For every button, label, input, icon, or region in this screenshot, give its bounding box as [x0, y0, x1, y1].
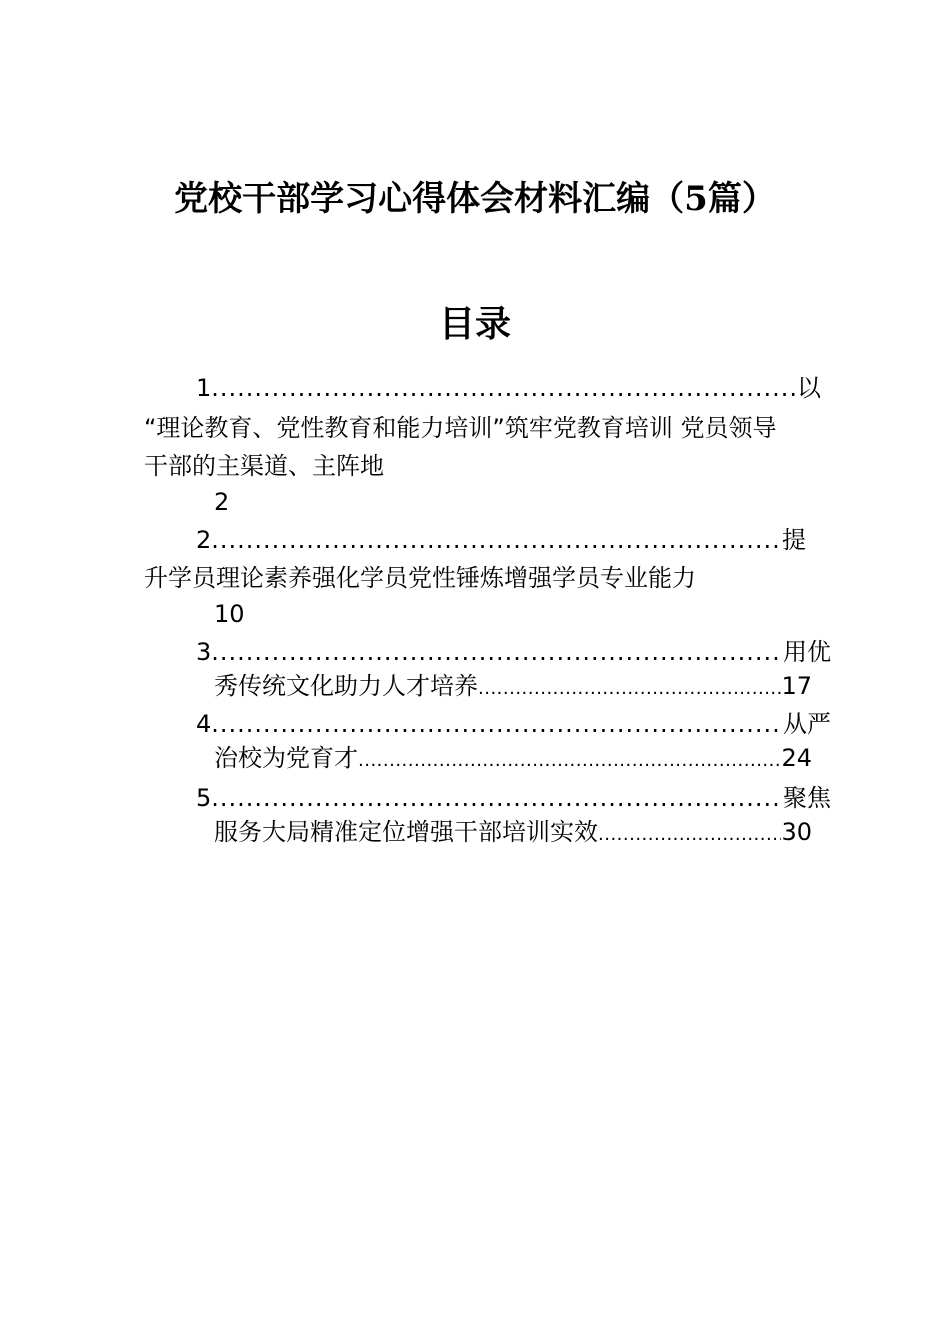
toc-entry-2-title-line[interactable]	[144, 560, 696, 596]
toc-dot-leader	[598, 817, 781, 853]
toc-dot-leader	[211, 522, 782, 558]
toc-dot-leader	[211, 780, 783, 816]
toc-page-number: 24	[781, 744, 812, 772]
toc-entry-3-title-line[interactable]	[214, 668, 812, 707]
toc-entry-title-start: 聚焦	[783, 784, 831, 812]
toc-entry-title-start: 从严	[783, 710, 831, 738]
toc-entry-title: 服务大局精准定位增强干部培训实效	[214, 818, 598, 846]
toc-entry-1-title-line[interactable]	[144, 410, 777, 446]
toc-page-number: 10	[214, 600, 245, 628]
toc-entry-1-page[interactable]	[214, 484, 229, 520]
toc-entry-title: 治校为党育才	[214, 744, 358, 772]
toc-entry-title: 秀传统文化助力人才培养	[214, 672, 478, 700]
toc-dot-leader	[478, 671, 781, 707]
toc-entry-4-title-line[interactable]	[214, 740, 812, 779]
toc-dot-leader	[211, 706, 783, 742]
toc-page-number: 17	[781, 672, 812, 700]
toc-page-number: 2	[214, 488, 230, 516]
toc-entry-4-line[interactable]	[196, 706, 831, 742]
toc-dot-leader	[211, 370, 797, 406]
toc-entry-2-line[interactable]	[196, 522, 806, 558]
toc-entry-title: “理论教育、党性教育和能力培训”筑牢党教育培训 党员领导	[144, 414, 777, 442]
toc-entry-number: 1	[196, 374, 212, 402]
toc-entry-number: 2	[196, 526, 212, 554]
toc-entry-title-start: 提	[782, 526, 806, 554]
toc-entry-title-start: 以	[797, 374, 821, 402]
document-title: 党校干部学习心得体会材料汇编（5篇）	[174, 179, 776, 219]
toc-entry-1-line[interactable]	[196, 370, 821, 406]
toc-entry-5-line[interactable]	[196, 780, 831, 816]
toc-entry-number: 4	[196, 710, 212, 738]
toc-entry-number: 5	[196, 784, 212, 812]
toc-entry-1-title-line[interactable]	[144, 448, 384, 484]
toc-page-number: 30	[781, 818, 812, 846]
toc-heading: 目录	[438, 303, 511, 345]
toc-entry-title: 升学员理论素养强化学员党性锤炼增强学员专业能力	[144, 564, 696, 592]
toc-entry-5-title-line[interactable]	[214, 814, 812, 853]
toc-entry-2-page[interactable]	[214, 596, 245, 632]
toc-entry-3-line[interactable]	[196, 634, 831, 670]
toc-entry-title: 干部的主渠道、主阵地	[144, 452, 384, 480]
toc-entry-title-start: 用优	[783, 638, 831, 666]
toc-dot-leader	[211, 634, 783, 670]
toc-entry-number: 3	[196, 638, 212, 666]
toc-dot-leader	[358, 743, 781, 779]
